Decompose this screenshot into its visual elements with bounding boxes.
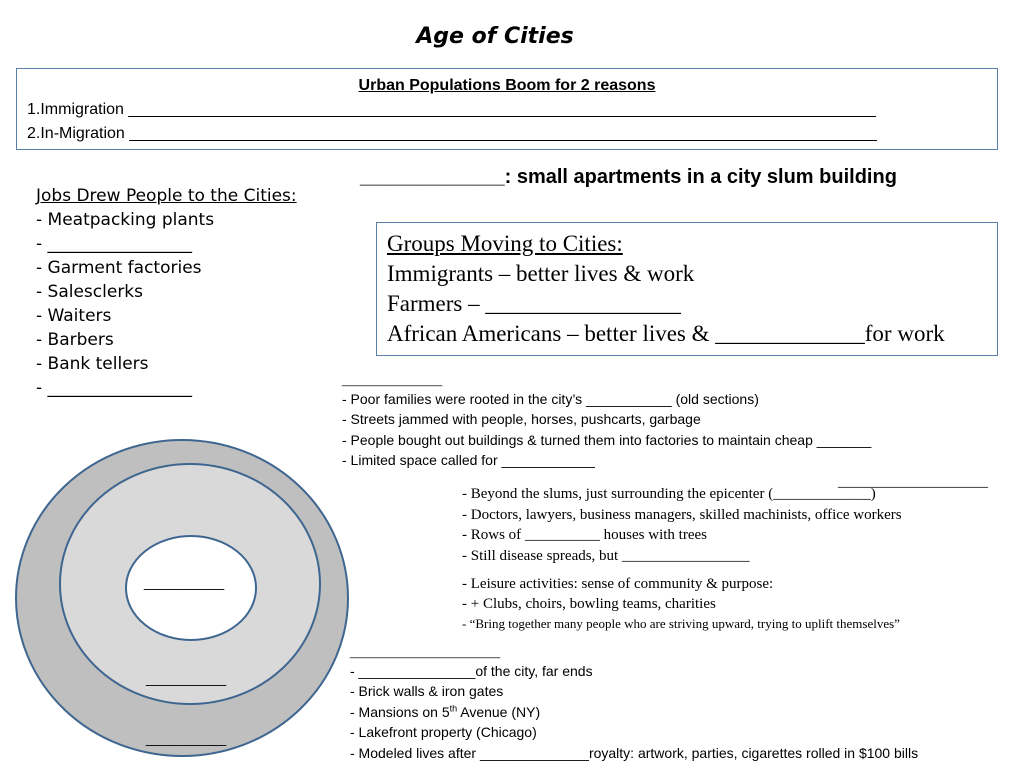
jobs-list — [36, 184, 297, 400]
suburbs-item: - Modeled lives after ______________royalty: artwork, parties, cigarettes rolled in $100 bills — [350, 744, 919, 761]
jobs-item: - Meatpacking plants — [36, 210, 215, 230]
suburbs-item: - Brick walls & iron gates — [350, 683, 504, 700]
mansions-prefix: - Mansions on 5 — [350, 703, 450, 720]
suburbs-item: - _______________of the city, far ends — [350, 662, 593, 679]
urban-populations-box — [16, 68, 998, 150]
jobs-item: - Garment factories — [36, 258, 202, 278]
groups-heading: Groups Moving to Cities: — [387, 231, 623, 256]
jobs-item: - Salesclerks — [36, 282, 144, 302]
jobs-item: - _________________ — [36, 378, 193, 398]
slums-heading: __________ — [342, 368, 443, 388]
middle-ring-item: - “Bring together many people who are striving upward, trying to uplift themselves” — [462, 616, 900, 631]
urban-populations-heading: Urban Populations Boom for 2 reasons — [358, 77, 656, 94]
jobs-item: - Waiters — [36, 306, 112, 326]
slums-item: - Limited space called for ____________ — [342, 452, 595, 469]
tenement-definition: _____________: small apartments in a city slum building — [360, 166, 897, 188]
suburbs-section — [350, 640, 918, 764]
slums-item: - Poor families were rooted in the city’s ___________ (old sections) — [342, 390, 759, 407]
middle-ring-label: ______ — [146, 662, 227, 689]
jobs-item: - Barbers — [36, 330, 114, 350]
groups-line: Immigrants – better lives & work — [387, 261, 695, 286]
immigration-line: 1.Immigration ____________________________________________________________________________________ — [27, 101, 876, 118]
jobs-heading: Jobs Drew People to the Cities: — [36, 186, 297, 206]
jobs-item: - Bank tellers — [36, 354, 149, 374]
mansions-superscript: th — [449, 703, 458, 714]
middle-ring-item: - Doctors, lawyers, business managers, skilled machinists, office workers — [462, 507, 902, 523]
jobs-item: - _________________ — [36, 234, 193, 254]
page-title: Age of Cities — [416, 24, 574, 49]
outer-ring-label: ______ — [146, 722, 227, 749]
groups-line: African Americans – better lives & _____________for work — [387, 321, 945, 346]
suburbs-item — [350, 702, 918, 723]
suburbs-item: - Lakefront property (Chicago) — [350, 724, 537, 741]
slums-item: - Streets jammed with people, horses, pushcarts, garbage — [342, 411, 701, 428]
suburbs-heading: _______________ — [350, 640, 501, 660]
city-rings-diagram — [14, 438, 354, 768]
middle-ring-heading: ____________________ — [838, 474, 988, 490]
middle-ring-item: - Beyond the slums, just surrounding the epicenter (_____________) — [462, 486, 876, 502]
groups-moving-box — [376, 222, 998, 356]
middle-ring-item: - Rows of __________ houses with trees — [462, 527, 707, 543]
middle-ring-item: - Still disease spreads, but _________________ — [462, 548, 750, 564]
middle-ring-item: - Leisure activities: sense of community & purpose: — [462, 576, 774, 592]
middle-ring-item: - + Clubs, choirs, bowling teams, charities — [462, 596, 716, 612]
groups-line: Farmers – _________________ — [387, 291, 681, 316]
in-migration-line: 2.In-Migration ____________________________________________________________________________________ — [27, 125, 877, 142]
mansions-suffix: Avenue (NY) — [457, 703, 541, 720]
inner-ring-label: ______ — [144, 566, 225, 593]
slums-section — [342, 368, 871, 471]
slums-item: - People bought out buildings & turned them into factories to maintain cheap _______ — [342, 431, 872, 448]
